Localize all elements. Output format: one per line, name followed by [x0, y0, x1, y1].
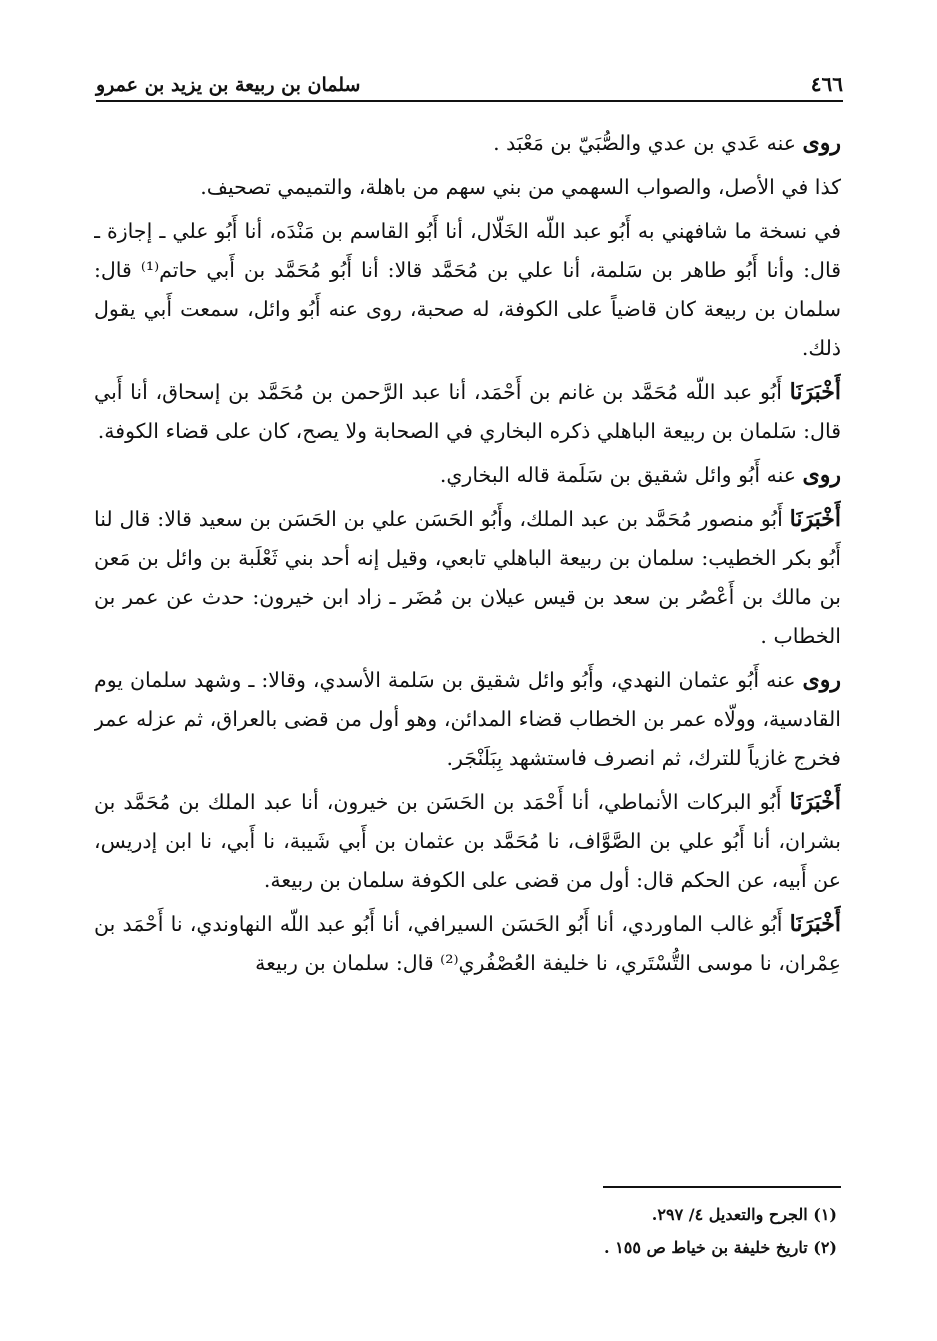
page-header [96, 60, 843, 102]
paragraph [94, 373, 841, 451]
paragraph-lead: أَخْبَرَنَا [789, 506, 841, 532]
paragraph-text: عنه أَبُو عثمان النهدي، وأَبُو وائل شقيق بن سَلمة الأسدي، وقالا: ـ وشهد سلمان يوم القادسية، وولّاه عمر بن الخطاب قضاء المدائن، وهو أول من قضى بالعراق، ثم عزله عمر فخرج غازياً للترك، ثم انصرف فاستشهد بِبَلَنْجَر. [94, 668, 841, 770]
footnote-divider [603, 1186, 841, 1188]
paragraph-lead: أَخْبَرَنَا [789, 789, 841, 815]
paragraph-lead: روى [802, 667, 841, 693]
paragraph [94, 168, 841, 207]
paragraph-text: عنه عَدي بن عدي والصُّبَيّ بن مَعْبَد . [493, 131, 803, 155]
paragraph-text: أَبُو عبد اللّه مُحَمَّد بن غانم بن أَحْمَد، أنا عبد الرَّحمن بن مُحَمَّد بن إسحاق، أنا أَبي قال: سَلمان بن ربيعة الباهلي ذكره البخاري في الصحابة ولا يصح، كان على قضاء الكوفة. [94, 380, 841, 443]
main-text [94, 124, 841, 1174]
footnote: (١) الجرح والتعديل ٤/ ٢٩٧. [651, 1205, 837, 1224]
paragraph [94, 905, 841, 983]
paragraph-lead: أَخْبَرَنَا [789, 911, 841, 937]
paragraph-lead: أَخْبَرَنَا [789, 379, 841, 405]
paragraph [94, 783, 841, 900]
paragraph-text: أَبُو غالب الماوردي، أنا أَبُو الحَسَن السيرافي، أنا أَبُو عبد اللّه النهاوندي، نا أَحْمَد بن عِمْران، نا موسى التُّسْتَري، نا خليفة العُصْفُري⁽²⁾ قال: سلمان بن ربيعة [94, 912, 841, 975]
paragraph [94, 661, 841, 778]
paragraph-text: أَبُو منصور مُحَمَّد بن عبد الملك، وأَبُو الحَسَن علي بن الحَسَن بن سعيد قالا: قال لنا أَبُو بكر الخطيب: سلمان بن ربيعة الباهلي تابعي، وقيل إنه أحد بني ثَعْلَبة بن وائل بن مَعن بن مالك بن أَعْصُر بن سعد بن قيس عيلان بن مُضَر ـ زاد ابن خيرون: حدث عن عمر بن الخطاب . [94, 507, 841, 648]
footnotes [200, 1198, 837, 1264]
paragraph [94, 212, 841, 368]
page-number: ٤٦٦ [810, 72, 843, 96]
footnote: (٢) تاريخ خليفة بن خياط ص ١٥٥ . [604, 1238, 837, 1257]
paragraph-text: في نسخة ما شافهني به أَبُو عبد اللّه الخَلّال، أنا أَبُو القاسم بن مَنْدَه، أنا أَبُو علي ـ إجازة ـ قال: وأنا أَبُو طاهر بن سَلمة، أنا علي بن مُحَمَّد قالا: أنا أَبُو مُحَمَّد بن أَبي حاتم⁽¹⁾ قال: سلمان بن ربيعة كان قاضياً على الكوفة، له صحبة، روى عنه أَبُو وائل، سمعت أَبي يقول ذلك. [94, 219, 841, 360]
running-title: سلمان بن ربيعة بن يزيد بن عمرو [96, 74, 361, 96]
paragraph-text: أَبُو البركات الأنماطي، أنا أَحْمَد بن الحَسَن بن خيرون، أنا عبد الملك بن مُحَمَّد بن بشران، أنا أَبُو علي بن الصَّوَّاف، نا مُحَمَّد بن عثمان بن أَبي شَيبة، نا أَبي، نا ابن إدريس، عن أَبيه، عن الحكم قال: أول من قضى على الكوفة سلمان بن ربيعة. [94, 790, 841, 892]
paragraph-text: كذا في الأصل، والصواب السهمي من بني سهم من باهلة، والتميمي تصحيف. [200, 175, 841, 199]
paragraph [94, 456, 841, 495]
paragraph-lead: روى [802, 462, 841, 488]
paragraph [94, 500, 841, 656]
paragraph-lead: روى [802, 130, 841, 156]
paragraph-text: عنه أَبُو وائل شقيق بن سَلَمة قاله البخاري. [439, 463, 803, 487]
paragraph [94, 124, 841, 163]
